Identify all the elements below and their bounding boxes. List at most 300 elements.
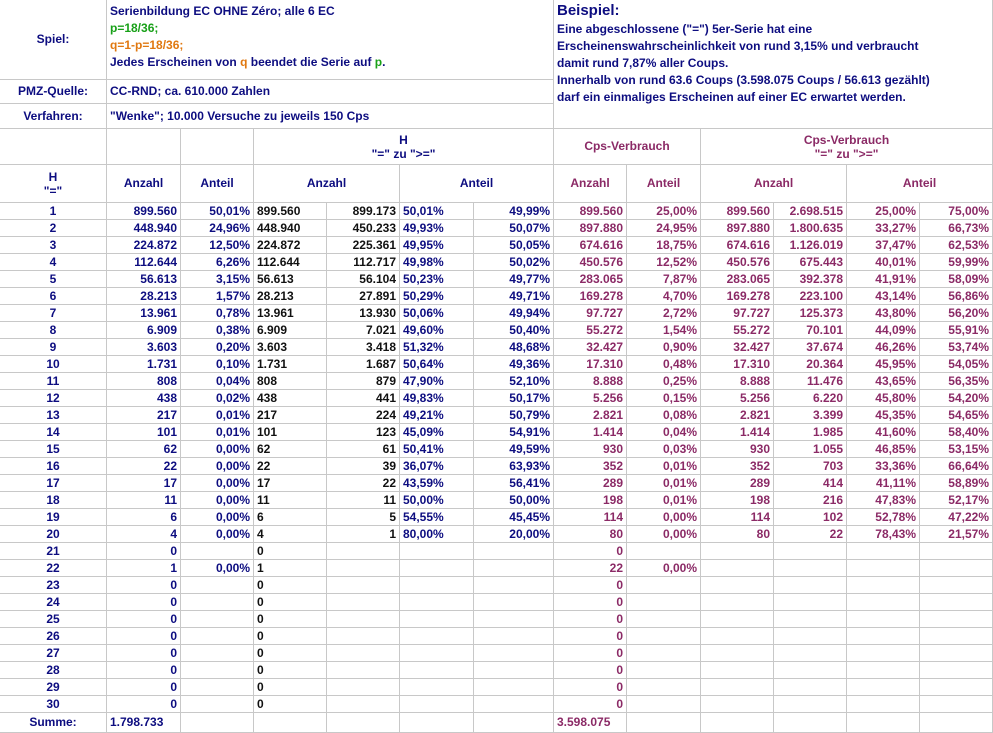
cell-pg[interactable] [474, 645, 554, 662]
cell-ae[interactable]: 0 [254, 611, 327, 628]
sum-empty[interactable] [181, 713, 254, 733]
cell-h[interactable]: 25 [0, 611, 107, 628]
cell-ae[interactable]: 17 [254, 475, 327, 492]
cell-cg[interactable]: 216 [774, 492, 847, 509]
sum-anzahl-cell[interactable] [107, 713, 181, 733]
cell-pe[interactable]: 36,07% [400, 458, 474, 475]
verfahren-label-cell[interactable] [0, 104, 107, 129]
cell-ag[interactable] [327, 696, 400, 713]
cell-p[interactable]: 0,01% [181, 424, 254, 441]
cell-ce[interactable]: 283.065 [701, 271, 774, 288]
cell-pe[interactable] [400, 611, 474, 628]
cell-p[interactable]: 1,57% [181, 288, 254, 305]
cell-cpe[interactable] [847, 611, 920, 628]
cell-cg[interactable]: 125.373 [774, 305, 847, 322]
cell-pg[interactable] [474, 594, 554, 611]
cell-h[interactable]: 16 [0, 458, 107, 475]
sum-label-cell[interactable] [0, 713, 107, 733]
cell-h[interactable]: 14 [0, 424, 107, 441]
cell-ae[interactable]: 62 [254, 441, 327, 458]
cell-p[interactable]: 0,00% [181, 492, 254, 509]
cell-cpe[interactable] [847, 679, 920, 696]
cell-pg[interactable]: 49,77% [474, 271, 554, 288]
cell-c[interactable]: 114 [554, 509, 627, 526]
cell-h[interactable]: 13 [0, 407, 107, 424]
cell-c[interactable]: 55.272 [554, 322, 627, 339]
cell-cp[interactable]: 0,00% [627, 560, 701, 577]
cell-ag[interactable]: 5 [327, 509, 400, 526]
cell-c[interactable]: 289 [554, 475, 627, 492]
cell-p[interactable] [181, 662, 254, 679]
cell-cg[interactable]: 1.055 [774, 441, 847, 458]
cell-p[interactable]: 12,50% [181, 237, 254, 254]
cell-pg[interactable] [474, 628, 554, 645]
cell-pe[interactable] [400, 577, 474, 594]
cell-c[interactable]: 674.616 [554, 237, 627, 254]
cell-p[interactable]: 0,10% [181, 356, 254, 373]
cell-ae[interactable]: 448.940 [254, 220, 327, 237]
cell-cpg[interactable]: 56,35% [920, 373, 993, 390]
cell-cp[interactable]: 0,90% [627, 339, 701, 356]
cell-cp[interactable]: 0,01% [627, 475, 701, 492]
cell-a[interactable]: 0 [107, 679, 181, 696]
cell-pg[interactable]: 49,94% [474, 305, 554, 322]
cell-cpe[interactable]: 25,00% [847, 203, 920, 220]
cell-h[interactable]: 28 [0, 662, 107, 679]
cell-cpg[interactable] [920, 577, 993, 594]
header-anteil[interactable]: Anteil [181, 165, 254, 203]
cell-cg[interactable]: 20.364 [774, 356, 847, 373]
cell-ce[interactable]: 897.880 [701, 220, 774, 237]
cell-ag[interactable]: 61 [327, 441, 400, 458]
cell-cpg[interactable] [920, 662, 993, 679]
verfahren-value-cell[interactable] [107, 104, 554, 129]
header-h-eq[interactable] [0, 165, 107, 203]
cell-pg[interactable]: 54,91% [474, 424, 554, 441]
spiel-value-cell[interactable] [107, 0, 554, 80]
cell-cpg[interactable] [920, 611, 993, 628]
cell-pe[interactable] [400, 594, 474, 611]
cell-p[interactable] [181, 543, 254, 560]
cell-a[interactable]: 6.909 [107, 322, 181, 339]
cell-c[interactable]: 8.888 [554, 373, 627, 390]
cell-ag[interactable]: 27.891 [327, 288, 400, 305]
cell-cp[interactable]: 4,70% [627, 288, 701, 305]
cell-pg[interactable]: 50,79% [474, 407, 554, 424]
cell-ce[interactable] [701, 543, 774, 560]
cell-cpg[interactable] [920, 679, 993, 696]
cell-a[interactable]: 0 [107, 662, 181, 679]
cell-cpg[interactable]: 62,53% [920, 237, 993, 254]
cell-pe[interactable] [400, 628, 474, 645]
cell-cp[interactable]: 0,25% [627, 373, 701, 390]
cell-ae[interactable]: 4 [254, 526, 327, 543]
cell-cpg[interactable]: 56,20% [920, 305, 993, 322]
cell-h[interactable]: 10 [0, 356, 107, 373]
cell-pg[interactable]: 49,71% [474, 288, 554, 305]
cell-ag[interactable]: 22 [327, 475, 400, 492]
cell-h[interactable]: 22 [0, 560, 107, 577]
cell-ae[interactable]: 28.213 [254, 288, 327, 305]
cell-pe[interactable]: 50,64% [400, 356, 474, 373]
cell-pe[interactable]: 50,06% [400, 305, 474, 322]
cell-h[interactable]: 30 [0, 696, 107, 713]
cell-cg[interactable] [774, 611, 847, 628]
cell-pg[interactable]: 20,00% [474, 526, 554, 543]
cell-pg[interactable]: 49,59% [474, 441, 554, 458]
cell-cg[interactable] [774, 543, 847, 560]
cell-cp[interactable]: 0,48% [627, 356, 701, 373]
cell-ce[interactable]: 32.427 [701, 339, 774, 356]
cell-p[interactable]: 0,20% [181, 339, 254, 356]
cell-ae[interactable]: 6 [254, 509, 327, 526]
cell-cpg[interactable]: 58,09% [920, 271, 993, 288]
cell-cp[interactable]: 24,95% [627, 220, 701, 237]
cell-cpe[interactable]: 33,36% [847, 458, 920, 475]
cell-pe[interactable]: 49,95% [400, 237, 474, 254]
cell-a[interactable]: 6 [107, 509, 181, 526]
cell-cpe[interactable]: 43,65% [847, 373, 920, 390]
cell-pe[interactable]: 49,60% [400, 322, 474, 339]
cell-a[interactable]: 1 [107, 560, 181, 577]
cell-a[interactable]: 808 [107, 373, 181, 390]
cell-cg[interactable] [774, 696, 847, 713]
cell-h[interactable]: 6 [0, 288, 107, 305]
cell-c[interactable]: 0 [554, 645, 627, 662]
cell-cg[interactable]: 102 [774, 509, 847, 526]
pmz-value-cell[interactable] [107, 80, 554, 104]
cell-cpe[interactable] [847, 560, 920, 577]
sum-empty[interactable] [774, 713, 847, 733]
header-cps[interactable] [554, 129, 701, 165]
cell-cg[interactable] [774, 577, 847, 594]
cell-ae[interactable]: 0 [254, 594, 327, 611]
cell-a[interactable]: 0 [107, 594, 181, 611]
cell-cpe[interactable]: 78,43% [847, 526, 920, 543]
cell-c[interactable]: 283.065 [554, 271, 627, 288]
cell-pe[interactable]: 50,41% [400, 441, 474, 458]
cell-cg[interactable] [774, 594, 847, 611]
cell-cpg[interactable]: 54,20% [920, 390, 993, 407]
cell-c[interactable]: 97.727 [554, 305, 627, 322]
cell-cg[interactable]: 703 [774, 458, 847, 475]
cell-pg[interactable]: 45,45% [474, 509, 554, 526]
cell-pg[interactable]: 50,00% [474, 492, 554, 509]
cell-pe[interactable]: 49,21% [400, 407, 474, 424]
cell-a[interactable]: 224.872 [107, 237, 181, 254]
cell-a[interactable]: 0 [107, 628, 181, 645]
cell-pg[interactable]: 50,40% [474, 322, 554, 339]
cell-ag[interactable]: 224 [327, 407, 400, 424]
cell-a[interactable]: 62 [107, 441, 181, 458]
cell-pg[interactable]: 50,02% [474, 254, 554, 271]
cell-cp[interactable]: 2,72% [627, 305, 701, 322]
cell-cpe[interactable] [847, 696, 920, 713]
header-h-blank[interactable] [0, 129, 107, 165]
cell-c[interactable]: 0 [554, 628, 627, 645]
cell-ag[interactable]: 879 [327, 373, 400, 390]
cell-h[interactable]: 2 [0, 220, 107, 237]
cell-ae[interactable]: 56.613 [254, 271, 327, 288]
cell-cpg[interactable]: 75,00% [920, 203, 993, 220]
cell-ae[interactable]: 0 [254, 543, 327, 560]
cell-ce[interactable]: 450.576 [701, 254, 774, 271]
cell-cg[interactable]: 1.800.635 [774, 220, 847, 237]
cell-pg[interactable]: 50,07% [474, 220, 554, 237]
sum-empty[interactable] [701, 713, 774, 733]
cell-cpe[interactable]: 44,09% [847, 322, 920, 339]
cell-c[interactable]: 0 [554, 679, 627, 696]
cell-ae[interactable]: 0 [254, 577, 327, 594]
cell-cpe[interactable] [847, 662, 920, 679]
cell-cpg[interactable] [920, 628, 993, 645]
cell-a[interactable]: 28.213 [107, 288, 181, 305]
cell-pe[interactable]: 49,83% [400, 390, 474, 407]
cell-pe[interactable]: 54,55% [400, 509, 474, 526]
cell-cp[interactable] [627, 679, 701, 696]
cell-ag[interactable] [327, 679, 400, 696]
cell-cpg[interactable]: 53,74% [920, 339, 993, 356]
cell-cpg[interactable]: 47,22% [920, 509, 993, 526]
cell-cg[interactable]: 6.220 [774, 390, 847, 407]
cell-p[interactable]: 0,78% [181, 305, 254, 322]
cell-c[interactable]: 2.821 [554, 407, 627, 424]
cell-ce[interactable]: 198 [701, 492, 774, 509]
cell-c[interactable]: 0 [554, 577, 627, 594]
cell-ag[interactable]: 112.717 [327, 254, 400, 271]
cell-ae[interactable]: 217 [254, 407, 327, 424]
cell-cpg[interactable]: 58,40% [920, 424, 993, 441]
cell-ag[interactable]: 3.418 [327, 339, 400, 356]
cell-cp[interactable] [627, 577, 701, 594]
cell-h[interactable]: 9 [0, 339, 107, 356]
cell-cpg[interactable]: 55,91% [920, 322, 993, 339]
cell-h[interactable]: 24 [0, 594, 107, 611]
cell-cg[interactable]: 414 [774, 475, 847, 492]
cell-a[interactable]: 56.613 [107, 271, 181, 288]
cell-h[interactable]: 27 [0, 645, 107, 662]
sum-empty[interactable] [400, 713, 474, 733]
cell-pe[interactable]: 49,98% [400, 254, 474, 271]
cell-cpe[interactable]: 47,83% [847, 492, 920, 509]
cell-a[interactable]: 11 [107, 492, 181, 509]
cell-cg[interactable]: 392.378 [774, 271, 847, 288]
cell-pg[interactable]: 49,36% [474, 356, 554, 373]
cell-cpe[interactable]: 46,85% [847, 441, 920, 458]
cell-cp[interactable]: 1,54% [627, 322, 701, 339]
header-cps-anzahl-eq-ge[interactable]: Anzahl [701, 165, 847, 203]
sum-cps-cell[interactable] [554, 713, 627, 733]
cell-pe[interactable] [400, 560, 474, 577]
cell-cpe[interactable]: 43,80% [847, 305, 920, 322]
cell-cpg[interactable]: 52,17% [920, 492, 993, 509]
sum-empty[interactable] [254, 713, 327, 733]
cell-ce[interactable]: 2.821 [701, 407, 774, 424]
cell-c[interactable]: 0 [554, 696, 627, 713]
cell-pg[interactable]: 48,68% [474, 339, 554, 356]
cell-ae[interactable]: 808 [254, 373, 327, 390]
cell-pg[interactable] [474, 543, 554, 560]
cell-cpe[interactable]: 46,26% [847, 339, 920, 356]
cell-h[interactable]: 11 [0, 373, 107, 390]
cell-pg[interactable] [474, 679, 554, 696]
cell-c[interactable]: 0 [554, 594, 627, 611]
cell-p[interactable]: 3,15% [181, 271, 254, 288]
cell-ae[interactable]: 11 [254, 492, 327, 509]
cell-a[interactable]: 4 [107, 526, 181, 543]
cell-cpg[interactable]: 56,86% [920, 288, 993, 305]
cell-cpe[interactable]: 41,60% [847, 424, 920, 441]
cell-p[interactable]: 0,38% [181, 322, 254, 339]
cell-ae[interactable]: 0 [254, 628, 327, 645]
cell-ag[interactable] [327, 577, 400, 594]
cell-ce[interactable]: 169.278 [701, 288, 774, 305]
cell-pe[interactable]: 50,00% [400, 492, 474, 509]
cell-ae[interactable]: 112.644 [254, 254, 327, 271]
cell-a[interactable]: 22 [107, 458, 181, 475]
cell-ag[interactable]: 450.233 [327, 220, 400, 237]
cell-p[interactable]: 0,02% [181, 390, 254, 407]
cell-cp[interactable]: 0,00% [627, 509, 701, 526]
cell-ae[interactable]: 101 [254, 424, 327, 441]
cell-a[interactable]: 13.961 [107, 305, 181, 322]
cell-p[interactable]: 6,26% [181, 254, 254, 271]
header-h-eq-ge[interactable] [254, 129, 554, 165]
cell-h[interactable]: 3 [0, 237, 107, 254]
sum-empty[interactable] [474, 713, 554, 733]
cell-a[interactable]: 0 [107, 543, 181, 560]
cell-cp[interactable]: 0,03% [627, 441, 701, 458]
cell-h[interactable]: 1 [0, 203, 107, 220]
cell-cp[interactable]: 18,75% [627, 237, 701, 254]
cell-cpe[interactable]: 45,80% [847, 390, 920, 407]
cell-cg[interactable] [774, 645, 847, 662]
cell-a[interactable]: 17 [107, 475, 181, 492]
cell-cg[interactable]: 1.126.019 [774, 237, 847, 254]
sum-empty[interactable] [627, 713, 701, 733]
cell-a[interactable]: 112.644 [107, 254, 181, 271]
cell-pg[interactable]: 50,17% [474, 390, 554, 407]
cell-ce[interactable] [701, 662, 774, 679]
cell-c[interactable]: 897.880 [554, 220, 627, 237]
cell-p[interactable]: 0,00% [181, 441, 254, 458]
cell-ae[interactable]: 13.961 [254, 305, 327, 322]
cell-pg[interactable] [474, 696, 554, 713]
cell-cg[interactable] [774, 628, 847, 645]
cell-h[interactable]: 21 [0, 543, 107, 560]
cell-ce[interactable]: 899.560 [701, 203, 774, 220]
cell-c[interactable]: 5.256 [554, 390, 627, 407]
cell-ae[interactable]: 438 [254, 390, 327, 407]
cell-c[interactable]: 80 [554, 526, 627, 543]
cell-ag[interactable] [327, 645, 400, 662]
cell-p[interactable]: 0,00% [181, 509, 254, 526]
cell-cpg[interactable]: 53,15% [920, 441, 993, 458]
cell-p[interactable]: 50,01% [181, 203, 254, 220]
cell-ce[interactable] [701, 679, 774, 696]
cell-ag[interactable]: 123 [327, 424, 400, 441]
cell-ag[interactable] [327, 594, 400, 611]
cell-ae[interactable]: 899.560 [254, 203, 327, 220]
cell-cp[interactable] [627, 645, 701, 662]
cell-ag[interactable]: 1 [327, 526, 400, 543]
cell-ag[interactable] [327, 628, 400, 645]
cell-p[interactable]: 0,00% [181, 526, 254, 543]
header-cps-eq-ge[interactable] [701, 129, 993, 165]
cell-ce[interactable] [701, 628, 774, 645]
cell-ce[interactable] [701, 611, 774, 628]
cell-p[interactable]: 0,01% [181, 407, 254, 424]
cell-cg[interactable]: 675.443 [774, 254, 847, 271]
cell-cp[interactable] [627, 611, 701, 628]
cell-ag[interactable] [327, 560, 400, 577]
cell-c[interactable]: 17.310 [554, 356, 627, 373]
cell-h[interactable]: 29 [0, 679, 107, 696]
cell-p[interactable] [181, 628, 254, 645]
cell-pg[interactable] [474, 662, 554, 679]
cell-ce[interactable] [701, 696, 774, 713]
cell-cpe[interactable]: 37,47% [847, 237, 920, 254]
cell-cp[interactable] [627, 628, 701, 645]
cell-cg[interactable]: 70.101 [774, 322, 847, 339]
cell-cpg[interactable]: 66,73% [920, 220, 993, 237]
cell-ce[interactable]: 5.256 [701, 390, 774, 407]
cell-ce[interactable]: 289 [701, 475, 774, 492]
cell-pe[interactable]: 51,32% [400, 339, 474, 356]
cell-cpg[interactable]: 54,05% [920, 356, 993, 373]
cell-cp[interactable] [627, 543, 701, 560]
cell-p[interactable]: 0,00% [181, 475, 254, 492]
cell-h[interactable]: 5 [0, 271, 107, 288]
cell-ce[interactable] [701, 645, 774, 662]
cell-cpe[interactable] [847, 645, 920, 662]
cell-ag[interactable]: 899.173 [327, 203, 400, 220]
cell-a[interactable]: 1.731 [107, 356, 181, 373]
cell-ae[interactable]: 0 [254, 645, 327, 662]
header-anteil-blank[interactable] [181, 129, 254, 165]
cell-cpe[interactable]: 40,01% [847, 254, 920, 271]
cell-h[interactable]: 18 [0, 492, 107, 509]
cell-a[interactable]: 448.940 [107, 220, 181, 237]
sum-empty[interactable] [847, 713, 920, 733]
cell-cp[interactable] [627, 662, 701, 679]
cell-ae[interactable]: 22 [254, 458, 327, 475]
cell-pe[interactable] [400, 679, 474, 696]
cell-cp[interactable]: 0,00% [627, 526, 701, 543]
cell-cp[interactable]: 0,08% [627, 407, 701, 424]
cell-ce[interactable]: 114 [701, 509, 774, 526]
cell-c[interactable]: 352 [554, 458, 627, 475]
cell-c[interactable]: 169.278 [554, 288, 627, 305]
cell-ce[interactable]: 17.310 [701, 356, 774, 373]
cell-cg[interactable]: 11.476 [774, 373, 847, 390]
cell-ce[interactable]: 674.616 [701, 237, 774, 254]
spiel-label-cell[interactable] [0, 0, 107, 80]
cell-p[interactable]: 0,00% [181, 458, 254, 475]
cell-ae[interactable]: 224.872 [254, 237, 327, 254]
cell-ag[interactable]: 225.361 [327, 237, 400, 254]
cell-cg[interactable]: 2.698.515 [774, 203, 847, 220]
cell-pe[interactable]: 50,29% [400, 288, 474, 305]
cell-cg[interactable] [774, 679, 847, 696]
cell-ag[interactable] [327, 662, 400, 679]
cell-cg[interactable]: 1.985 [774, 424, 847, 441]
cell-cpe[interactable]: 41,11% [847, 475, 920, 492]
cell-p[interactable] [181, 577, 254, 594]
cell-cpe[interactable]: 43,14% [847, 288, 920, 305]
cell-pe[interactable] [400, 696, 474, 713]
cell-cpg[interactable] [920, 645, 993, 662]
